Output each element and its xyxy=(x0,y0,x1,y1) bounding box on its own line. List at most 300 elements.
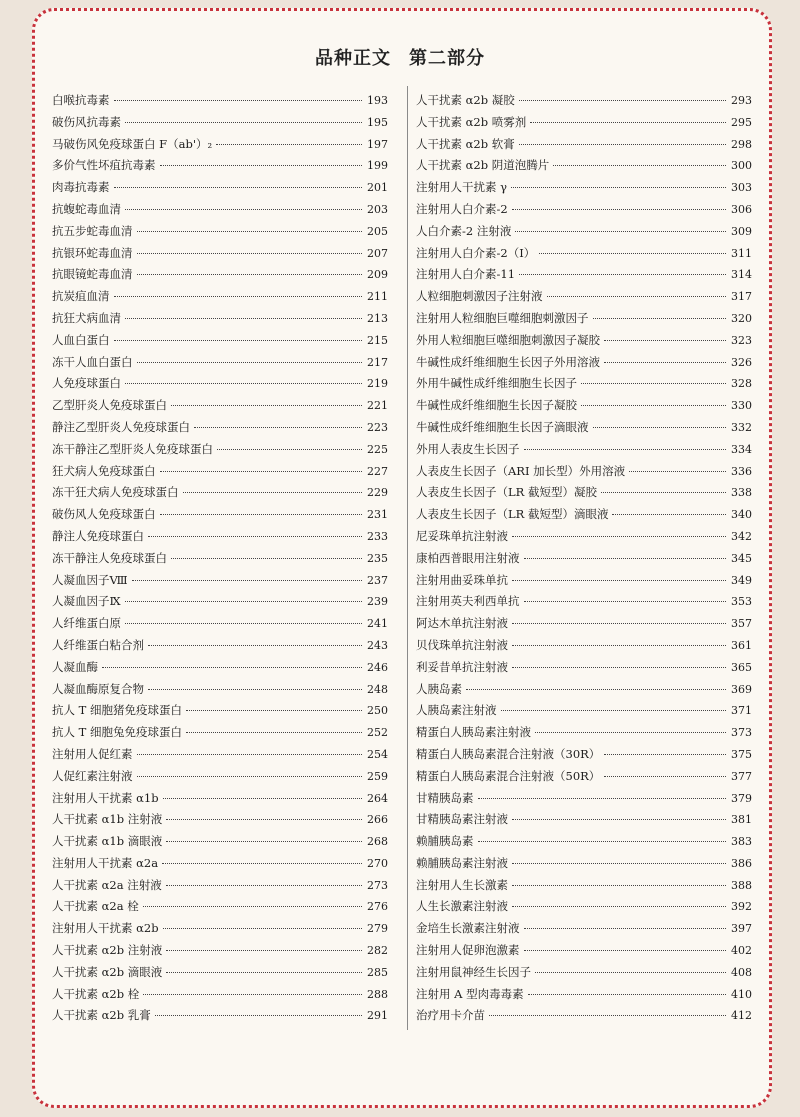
toc-entry-page-number: 243 xyxy=(367,638,388,652)
toc-entry[interactable] xyxy=(416,112,752,134)
toc-entry-title: 注射用英夫利西单抗 xyxy=(416,594,520,609)
toc-entry[interactable] xyxy=(52,853,388,875)
toc-entry[interactable] xyxy=(52,657,388,679)
toc-entry[interactable] xyxy=(52,613,388,635)
toc-entry-title: 人粒细胞刺激因子注射液 xyxy=(416,289,543,304)
toc-entry[interactable] xyxy=(416,504,752,526)
toc-entry[interactable] xyxy=(52,439,388,461)
column-divider xyxy=(407,86,408,1030)
toc-entry-title: 人生长激素注射液 xyxy=(416,899,508,914)
dot-leader xyxy=(530,122,726,123)
dot-leader xyxy=(186,710,362,711)
dot-leader xyxy=(535,972,726,973)
toc-entry-title: 白喉抗毒素 xyxy=(52,93,110,107)
toc-entry-page-number: 203 xyxy=(367,202,388,216)
toc-entry-title: 赖脯胰岛素 xyxy=(416,834,474,849)
dot-leader xyxy=(166,950,362,951)
toc-entry-page-number: 379 xyxy=(731,791,752,805)
toc-entry[interactable] xyxy=(52,134,388,156)
toc-entry-page-number: 285 xyxy=(367,965,388,979)
toc-entry-page-number: 295 xyxy=(731,115,752,129)
toc-entry[interactable] xyxy=(416,853,752,875)
toc-entry-page-number: 207 xyxy=(367,246,388,260)
toc-entry-title: 抗蝮蛇毒血清 xyxy=(52,201,121,216)
toc-entry-title: 注射用曲妥珠单抗 xyxy=(416,572,508,587)
toc-entry-page-number: 311 xyxy=(731,246,752,260)
dot-leader xyxy=(137,231,363,232)
toc-entry[interactable] xyxy=(416,221,752,243)
dot-leader xyxy=(547,296,727,297)
toc-entry-page-number: 223 xyxy=(367,420,388,434)
toc-entry[interactable] xyxy=(52,243,388,265)
toc-entry-title: 金培生长激素注射液 xyxy=(416,921,520,936)
toc-entry-page-number: 293 xyxy=(731,94,752,107)
toc-entry-title: 人表皮生长因子（ARI 加长型）外用溶液 xyxy=(416,463,626,478)
toc-entry-title: 甘精胰岛素注射液 xyxy=(416,812,508,827)
dot-leader xyxy=(160,471,363,472)
toc-entry-page-number: 235 xyxy=(367,551,388,565)
toc-entry-page-number: 276 xyxy=(367,900,388,914)
toc-entry[interactable] xyxy=(416,766,752,788)
dot-leader xyxy=(519,144,726,145)
dot-leader xyxy=(515,231,726,232)
toc-entry[interactable] xyxy=(416,875,752,897)
toc-entry[interactable] xyxy=(416,264,752,286)
dot-leader xyxy=(137,776,363,777)
toc-entry-page-number: 345 xyxy=(731,551,752,565)
toc-entry[interactable] xyxy=(52,875,388,897)
dot-leader xyxy=(217,449,362,450)
toc-entry-title: 人血白蛋白 xyxy=(52,332,110,347)
toc-entry[interactable] xyxy=(52,482,388,504)
toc-entry-page-number: 336 xyxy=(731,464,752,478)
toc-entry[interactable] xyxy=(416,286,752,308)
toc-entry-title: 抗人 T 细胞兔免疫球蛋白 xyxy=(52,725,182,740)
toc-entry[interactable] xyxy=(52,722,388,744)
toc-entry-title: 抗人 T 细胞猪免疫球蛋白 xyxy=(52,703,182,718)
toc-entry-title: 冻干狂犬病人免疫球蛋白 xyxy=(52,485,179,500)
dot-leader xyxy=(501,710,727,711)
toc-entry-page-number: 273 xyxy=(367,878,388,892)
dot-leader xyxy=(125,601,362,602)
toc-entry-page-number: 213 xyxy=(367,311,388,325)
toc-entry-title: 人干扰素 α2b 乳膏 xyxy=(52,1008,151,1023)
dot-leader xyxy=(137,362,363,363)
toc-entry-page-number: 298 xyxy=(731,137,752,151)
toc-entry[interactable] xyxy=(416,896,752,918)
toc-entry-page-number: 365 xyxy=(731,660,752,674)
toc-entry-title: 人白介素-2 注射液 xyxy=(416,223,512,238)
dot-leader xyxy=(535,732,726,733)
toc-entry-page-number: 246 xyxy=(367,660,388,674)
toc-entry-page-number: 254 xyxy=(367,747,388,761)
toc-entry-title: 注射用鼠神经生长因子 xyxy=(416,964,531,979)
toc-entry-title: 静注乙型肝炎人免疫球蛋白 xyxy=(52,419,190,434)
dot-leader xyxy=(512,623,726,624)
dot-leader xyxy=(186,732,362,733)
toc-entry-page-number: 193 xyxy=(367,94,388,107)
toc-entry[interactable] xyxy=(52,504,388,526)
toc-entry-page-number: 373 xyxy=(731,726,752,740)
toc-entry[interactable] xyxy=(416,439,752,461)
toc-entry[interactable] xyxy=(416,744,752,766)
title-part-1: 品种正文 xyxy=(315,48,391,69)
toc-entry-title: 抗银环蛇毒血清 xyxy=(52,245,133,260)
toc-entry-title: 精蛋白人胰岛素混合注射液（30R） xyxy=(416,746,601,761)
toc-entry[interactable] xyxy=(52,330,388,352)
toc-entry-page-number: 388 xyxy=(731,878,752,892)
toc-entry-page-number: 199 xyxy=(367,159,388,173)
dot-leader xyxy=(162,863,362,864)
toc-entry-page-number: 205 xyxy=(367,224,388,238)
toc-entry-title: 精蛋白人胰岛素注射液 xyxy=(416,725,531,740)
dot-leader xyxy=(581,405,726,406)
toc-entry-page-number: 266 xyxy=(367,813,388,827)
toc-entry[interactable] xyxy=(52,788,388,810)
toc-entry[interactable] xyxy=(52,155,388,177)
toc-entry[interactable] xyxy=(416,134,752,156)
toc-entry[interactable] xyxy=(416,1005,752,1027)
toc-entry[interactable] xyxy=(52,679,388,701)
dot-leader xyxy=(512,645,726,646)
toc-entry-title: 肉毒抗毒素 xyxy=(52,180,110,195)
toc-entry-title: 人纤维蛋白粘合剂 xyxy=(52,637,144,652)
dot-leader xyxy=(512,819,726,820)
toc-entry[interactable] xyxy=(416,155,752,177)
toc-entry-page-number: 332 xyxy=(731,420,752,434)
dot-leader xyxy=(171,405,362,406)
dot-leader xyxy=(148,645,362,646)
dot-leader xyxy=(512,209,726,210)
dot-leader xyxy=(528,994,726,995)
toc-entry-page-number: 381 xyxy=(731,813,752,827)
toc-entry-page-number: 383 xyxy=(731,835,752,849)
toc-entry[interactable] xyxy=(52,90,388,112)
toc-entry-title: 注射用人白介素-11 xyxy=(416,267,516,282)
toc-entry-title: 注射用人干扰素 α2b xyxy=(52,921,159,936)
dot-leader xyxy=(519,100,726,101)
toc-entry[interactable] xyxy=(52,962,388,984)
toc-entry[interactable] xyxy=(416,657,752,679)
dot-leader xyxy=(511,187,726,188)
toc-entry-page-number: 221 xyxy=(367,399,388,413)
dot-leader xyxy=(216,144,362,145)
toc-entry[interactable] xyxy=(416,461,752,483)
toc-entry-page-number: 342 xyxy=(731,529,752,543)
page-title xyxy=(0,44,800,70)
toc-entry-page-number: 233 xyxy=(367,529,388,543)
toc-entry-title: 注射用人促卵泡激素 xyxy=(416,943,520,958)
toc-entry[interactable] xyxy=(52,700,388,722)
toc-entry-page-number: 270 xyxy=(367,856,388,870)
toc-entry-page-number: 369 xyxy=(731,682,752,696)
toc-entry[interactable] xyxy=(416,177,752,199)
toc-entry[interactable] xyxy=(416,548,752,570)
toc-entry[interactable] xyxy=(52,548,388,570)
toc-entry[interactable] xyxy=(416,373,752,395)
dot-leader xyxy=(137,253,363,254)
toc-entry-page-number: 217 xyxy=(367,355,388,369)
toc-entry-page-number: 300 xyxy=(731,159,752,173)
toc-entry[interactable] xyxy=(416,591,752,613)
toc-entry-page-number: 402 xyxy=(731,944,752,958)
toc-entry[interactable] xyxy=(416,526,752,548)
toc-entry-title: 人凝血因子Ⅸ xyxy=(52,594,121,609)
dot-leader xyxy=(171,558,362,559)
toc-entry-title: 静注人免疫球蛋白 xyxy=(52,528,144,543)
toc-entry[interactable] xyxy=(416,570,752,592)
toc-entry[interactable] xyxy=(52,831,388,853)
toc-entry[interactable] xyxy=(416,984,752,1006)
toc-entry-title: 注射用人白介素-2（Ⅰ） xyxy=(416,245,536,260)
toc-entry[interactable] xyxy=(52,984,388,1006)
dot-leader xyxy=(143,994,362,995)
toc-entry-page-number: 334 xyxy=(731,442,752,456)
dot-leader xyxy=(612,514,726,515)
dot-leader xyxy=(512,580,726,581)
dot-leader xyxy=(581,383,726,384)
toc-entry-title: 外用人表皮生长因子 xyxy=(416,441,520,456)
dot-leader xyxy=(125,122,362,123)
toc-entry[interactable] xyxy=(416,395,752,417)
toc-entry-page-number: 340 xyxy=(731,508,752,522)
toc-entry[interactable] xyxy=(52,918,388,940)
toc-entry-title: 人干扰素 α2a 栓 xyxy=(52,899,139,914)
toc-entry[interactable] xyxy=(52,744,388,766)
toc-entry-title: 注射用人促红素 xyxy=(52,746,133,761)
toc-entry-page-number: 371 xyxy=(731,704,752,718)
toc-entry-title: 马破伤风免疫球蛋白 F（ab'）₂ xyxy=(52,136,213,151)
toc-entry[interactable] xyxy=(52,809,388,831)
toc-entry[interactable] xyxy=(416,831,752,853)
dot-leader xyxy=(132,580,362,581)
toc-entry-title: 人干扰素 α2b 喷雾剂 xyxy=(416,114,527,129)
toc-right-column xyxy=(416,90,752,1027)
toc-entry-page-number: 349 xyxy=(731,573,752,587)
toc-entry-page-number: 288 xyxy=(367,987,388,1001)
toc-entry-title: 破伤风抗毒素 xyxy=(52,114,121,129)
toc-entry-title: 注射用人生长激素 xyxy=(416,877,508,892)
dot-leader xyxy=(512,667,726,668)
dot-leader xyxy=(524,928,727,929)
toc-entry[interactable] xyxy=(52,1005,388,1027)
toc-entry-title: 人胰岛素 xyxy=(416,681,462,696)
dot-leader xyxy=(512,536,726,537)
toc-entry[interactable] xyxy=(416,635,752,657)
toc-entry-page-number: 195 xyxy=(367,115,388,129)
toc-entry-title: 治疗用卡介苗 xyxy=(416,1008,485,1023)
toc-entry[interactable] xyxy=(52,940,388,962)
toc-entry-title: 外用牛碱性成纤维细胞生长因子 xyxy=(416,376,577,391)
toc-entry-title: 人干扰素 α2b 注射液 xyxy=(52,943,163,958)
dot-leader xyxy=(137,754,363,755)
dot-leader xyxy=(114,340,363,341)
toc-entry[interactable] xyxy=(52,766,388,788)
toc-entry-page-number: 241 xyxy=(367,617,388,631)
toc-entry-page-number: 227 xyxy=(367,464,388,478)
dot-leader xyxy=(604,776,726,777)
toc-entry-title: 人干扰素 α2b 滴眼液 xyxy=(52,964,163,979)
toc-entry-page-number: 231 xyxy=(367,508,388,522)
dot-leader xyxy=(601,492,726,493)
dot-leader xyxy=(143,906,362,907)
toc-entry[interactable] xyxy=(52,526,388,548)
dot-leader xyxy=(524,449,727,450)
toc-entry[interactable] xyxy=(52,461,388,483)
dot-leader xyxy=(137,274,363,275)
dot-leader xyxy=(604,362,726,363)
toc-entry-title: 注射用人干扰素 γ xyxy=(416,180,508,195)
toc-entry-page-number: 392 xyxy=(731,900,752,914)
toc-entry-title: 人胰岛素注射液 xyxy=(416,703,497,718)
toc-entry-page-number: 211 xyxy=(367,290,388,304)
toc-entry-title: 抗眼镜蛇毒血清 xyxy=(52,267,133,282)
toc-left-column xyxy=(52,90,388,1027)
toc-entry[interactable] xyxy=(52,570,388,592)
toc-entry[interactable] xyxy=(52,896,388,918)
dot-leader xyxy=(524,601,727,602)
toc-entry-title: 破伤风人免疫球蛋白 xyxy=(52,507,156,522)
dot-leader xyxy=(148,689,362,690)
toc-entry[interactable] xyxy=(52,635,388,657)
toc-entry[interactable] xyxy=(416,940,752,962)
dot-leader xyxy=(114,187,363,188)
toc-entry-title: 注射用人干扰素 α1b xyxy=(52,790,159,805)
toc-entry-title: 冻干人血白蛋白 xyxy=(52,354,133,369)
toc-entry-page-number: 314 xyxy=(731,268,752,282)
toc-entry-page-number: 309 xyxy=(731,224,752,238)
dot-leader xyxy=(163,928,362,929)
toc-entry[interactable] xyxy=(416,679,752,701)
toc-entry-title: 外用人粒细胞巨噬细胞刺激因子凝胶 xyxy=(416,332,600,347)
toc-entry[interactable] xyxy=(52,177,388,199)
dot-leader xyxy=(125,318,362,319)
dot-leader xyxy=(166,972,362,973)
dot-leader xyxy=(478,841,727,842)
dot-leader xyxy=(114,100,363,101)
toc-entry[interactable] xyxy=(416,417,752,439)
dot-leader xyxy=(604,754,726,755)
toc-entry-page-number: 215 xyxy=(367,333,388,347)
dot-leader xyxy=(512,863,726,864)
dot-leader xyxy=(553,165,726,166)
toc-entry[interactable] xyxy=(416,962,752,984)
toc-entry-page-number: 323 xyxy=(731,333,752,347)
toc-entry-title: 尼妥珠单抗注射液 xyxy=(416,528,508,543)
dot-leader xyxy=(160,165,363,166)
toc-entry[interactable] xyxy=(416,613,752,635)
toc-entry-title: 人免疫球蛋白 xyxy=(52,376,121,391)
toc-entry-page-number: 326 xyxy=(731,355,752,369)
dot-leader xyxy=(524,950,727,951)
toc-entry[interactable] xyxy=(52,221,388,243)
toc-entry-title: 人干扰素 α1b 注射液 xyxy=(52,812,163,827)
dot-leader xyxy=(166,841,362,842)
toc-entry-page-number: 397 xyxy=(731,922,752,936)
toc-entry[interactable] xyxy=(52,417,388,439)
toc-entry[interactable] xyxy=(416,352,752,374)
toc-entry-page-number: 259 xyxy=(367,769,388,783)
toc-entry-title: 人表皮生长因子（LR 截短型）凝胶 xyxy=(416,485,597,500)
toc-entry-page-number: 357 xyxy=(731,617,752,631)
toc-entry-page-number: 219 xyxy=(367,377,388,391)
toc-entry[interactable] xyxy=(52,395,388,417)
toc-entry[interactable] xyxy=(416,700,752,722)
toc-entry-page-number: 375 xyxy=(731,747,752,761)
toc-entry-page-number: 410 xyxy=(731,987,752,1001)
toc-entry[interactable] xyxy=(52,199,388,221)
toc-entry-page-number: 317 xyxy=(731,290,752,304)
toc-entry[interactable] xyxy=(52,591,388,613)
toc-entry-page-number: 237 xyxy=(367,573,388,587)
dot-leader xyxy=(163,798,362,799)
toc-entry[interactable] xyxy=(52,352,388,374)
toc-entry[interactable] xyxy=(52,373,388,395)
toc-entry-title: 狂犬病人免疫球蛋白 xyxy=(52,463,156,478)
toc-entry[interactable] xyxy=(52,264,388,286)
dot-leader xyxy=(519,274,726,275)
toc-entry[interactable] xyxy=(416,809,752,831)
toc-entry-title: 人凝血酶 xyxy=(52,659,98,674)
toc-entry-page-number: 291 xyxy=(367,1009,388,1023)
toc-entry-page-number: 338 xyxy=(731,486,752,500)
toc-entry[interactable] xyxy=(416,482,752,504)
toc-entry-title: 人干扰素 α2b 凝胶 xyxy=(416,93,515,107)
toc-entry[interactable] xyxy=(52,286,388,308)
toc-entry-title: 牛碱性成纤维细胞生长因子滴眼液 xyxy=(416,419,589,434)
toc-entry[interactable] xyxy=(416,199,752,221)
dot-leader xyxy=(524,558,727,559)
dot-leader xyxy=(166,819,362,820)
toc-entry[interactable] xyxy=(52,112,388,134)
toc-entry-page-number: 239 xyxy=(367,595,388,609)
toc-entry-page-number: 282 xyxy=(367,944,388,958)
toc-entry-page-number: 252 xyxy=(367,726,388,740)
toc-entry-page-number: 264 xyxy=(367,791,388,805)
toc-entry-title: 牛碱性成纤维细胞生长因子外用溶液 xyxy=(416,354,600,369)
toc-entry-title: 人干扰素 α2b 栓 xyxy=(52,986,140,1001)
toc-entry-page-number: 408 xyxy=(731,965,752,979)
dot-leader xyxy=(125,383,362,384)
toc-entry[interactable] xyxy=(416,308,752,330)
toc-entry-page-number: 320 xyxy=(731,311,752,325)
toc-entry[interactable] xyxy=(416,90,752,112)
dot-leader xyxy=(183,492,363,493)
toc-entry-title: 牛碱性成纤维细胞生长因子凝胶 xyxy=(416,398,577,413)
dot-leader xyxy=(125,209,362,210)
dot-leader xyxy=(629,471,726,472)
toc-entry-title: 赖脯胰岛素注射液 xyxy=(416,855,508,870)
toc-entry[interactable] xyxy=(416,243,752,265)
toc-entry-page-number: 328 xyxy=(731,377,752,391)
dot-leader xyxy=(166,885,362,886)
toc-entry[interactable] xyxy=(416,788,752,810)
toc-entry-page-number: 197 xyxy=(367,137,388,151)
toc-entry-page-number: 353 xyxy=(731,595,752,609)
toc-entry[interactable] xyxy=(52,308,388,330)
dot-leader xyxy=(512,906,726,907)
toc-entry-title: 人促红素注射液 xyxy=(52,768,133,783)
dot-leader xyxy=(478,798,727,799)
toc-entry[interactable] xyxy=(416,330,752,352)
toc-entry-title: 抗五步蛇毒血清 xyxy=(52,223,133,238)
toc-entry-page-number: 250 xyxy=(367,704,388,718)
toc-entry-title: 人干扰素 α2b 软膏 xyxy=(416,136,515,151)
toc-entry[interactable] xyxy=(416,722,752,744)
toc-entry[interactable] xyxy=(416,918,752,940)
toc-entry-title: 人纤维蛋白原 xyxy=(52,616,121,631)
dot-leader xyxy=(512,885,726,886)
